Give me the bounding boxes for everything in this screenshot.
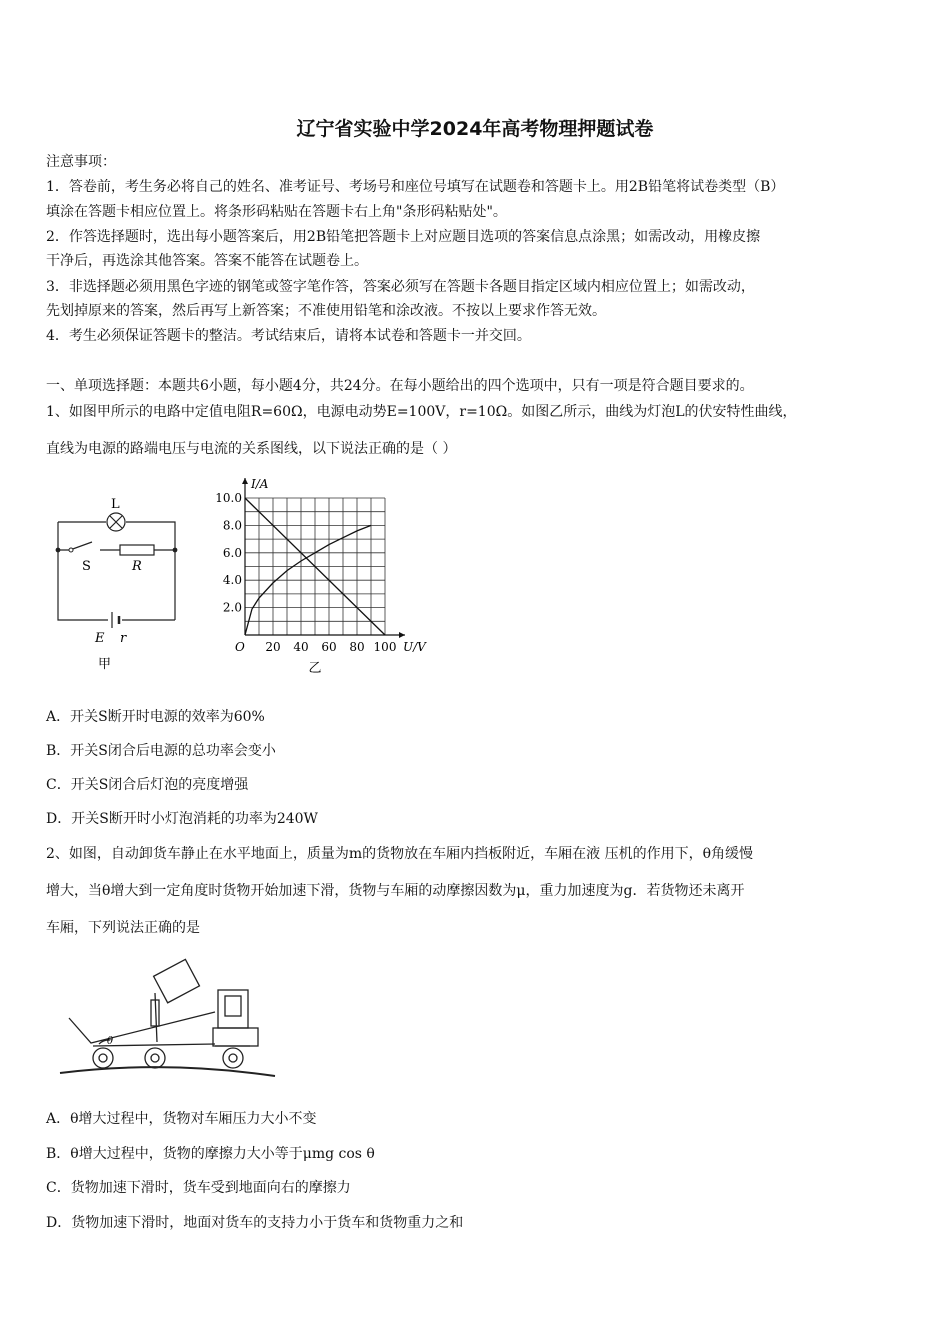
circuit-diagram bbox=[40, 490, 200, 680]
notice-line: 干净后，再选涂其他答案。答案不能答在试题卷上。 bbox=[46, 253, 368, 269]
y-tick-label: 2.0 bbox=[222, 600, 242, 615]
q1-option-a: A．开关S断开时电源的效率为60% bbox=[46, 709, 265, 725]
page-title: 辽宁省实验中学2024年高考物理押题试卷 bbox=[296, 118, 654, 140]
origin-label: O bbox=[235, 640, 245, 654]
y-tick-label: 4.0 bbox=[222, 573, 242, 588]
notice-line: 3．非选择题必须用黑色字迹的钢笔或签字笔作答，答案必须写在答题卡各题目指定区域内相应位置上；如需改动， bbox=[46, 279, 755, 295]
notice-line: 4．考生必须保证答题卡的整洁。考试结束后，请将本试卷和答题卡一并交回。 bbox=[46, 328, 531, 344]
q2-stem: 车厢，下列说法正确的是 bbox=[46, 920, 200, 936]
resistor-label: R bbox=[132, 559, 142, 574]
switch-label: S bbox=[82, 559, 91, 574]
x-tick-label: 20 bbox=[265, 640, 281, 654]
y-axis-arrow bbox=[242, 478, 248, 484]
chart-caption: 乙 bbox=[308, 661, 322, 676]
x-tick-label: 100 bbox=[373, 640, 397, 654]
angle-label: θ bbox=[107, 1036, 114, 1047]
iu-chart bbox=[200, 470, 440, 680]
dump-truck-figure bbox=[55, 948, 280, 1083]
lamp-label: L bbox=[111, 497, 120, 512]
y-tick-label: 10.0 bbox=[215, 491, 242, 505]
notice-line: 填涂在答题卡相应位置上。将条形码粘贴在答题卡右上角"条形码粘贴处"。 bbox=[46, 204, 507, 220]
notice-line: 2．作答选择题时，选出每小题答案后，用2B铅笔把答题卡上对应题目选项的答案信息点涂黑；如需改动，用橡皮擦 bbox=[46, 229, 761, 245]
q1-option-b: B．开关S闭合后电源的总功率会变小 bbox=[46, 743, 276, 759]
q1-stem: 直线为电源的路端电压与电流的关系图线，以下说法正确的是（ ） bbox=[46, 441, 457, 457]
section-heading: 一、单项选择题：本题共6小题，每小题4分，共24分。在每小题给出的四个选项中，只有一项是符合题目要求的。 bbox=[46, 378, 754, 394]
q2-stem: 增大，当θ增大到一定角度时货物开始加速下滑，货物与车厢的动摩擦因数为μ，重力加速度为g．若货物还未离开 bbox=[46, 883, 745, 899]
circuit-caption: 甲 bbox=[98, 657, 112, 672]
emf-label: E bbox=[95, 631, 105, 646]
notice-heading: 注意事项： bbox=[46, 154, 116, 170]
chart-labels bbox=[215, 477, 427, 676]
q2-option-b: B．θ增大过程中，货物的摩擦力大小等于μmg cos θ bbox=[46, 1146, 375, 1162]
chart-axes bbox=[242, 478, 405, 638]
notice-line: 先划掉原来的答案，然后再写上新答案；不准使用铅笔和涂改液。不按以上要求作答无效。 bbox=[46, 303, 606, 319]
x-tick-label: 40 bbox=[293, 640, 309, 654]
q2-option-a: A．θ增大过程中，货物对车厢压力大小不变 bbox=[46, 1111, 317, 1127]
q2-stem: 2、如图，自动卸货车静止在水平地面上，质量为m的货物放在车厢内挡板附近，车厢在液 压机的作用下，θ角缓慢 bbox=[46, 846, 754, 862]
x-tick-label: 80 bbox=[349, 640, 365, 654]
x-axis-label: U/V bbox=[403, 640, 426, 654]
q2-option-c: C．货物加速下滑时，货车受到地面向右的摩擦力 bbox=[46, 1180, 351, 1196]
x-axis-arrow bbox=[399, 632, 405, 638]
q1-option-c: C．开关S闭合后灯泡的亮度增强 bbox=[46, 777, 249, 793]
q2-option-d: D．货物加速下滑时，地面对货车的支持力小于货车和货物重力之和 bbox=[46, 1215, 464, 1231]
y-tick-label: 8.0 bbox=[222, 518, 242, 533]
x-tick-label: 60 bbox=[321, 640, 337, 654]
internal-resistance-label: r bbox=[120, 631, 127, 646]
y-tick-label: 6.0 bbox=[222, 545, 242, 560]
notice-line: 1．答卷前，考生务必将自己的姓名、准考证号、考场号和座位号填写在试题卷和答题卡上。用2B铅笔将试卷类型（B） bbox=[46, 179, 785, 195]
q1-option-d: D．开关S断开时小灯泡消耗的功率为240W bbox=[46, 811, 318, 827]
q1-stem: 1、如图甲所示的电路中定值电阻R=60Ω，电源电动势E=100V，r=10Ω。如图乙所示，曲线为灯泡L的伏安特性曲线， bbox=[46, 404, 797, 420]
y-axis-label: I/A bbox=[251, 477, 269, 491]
